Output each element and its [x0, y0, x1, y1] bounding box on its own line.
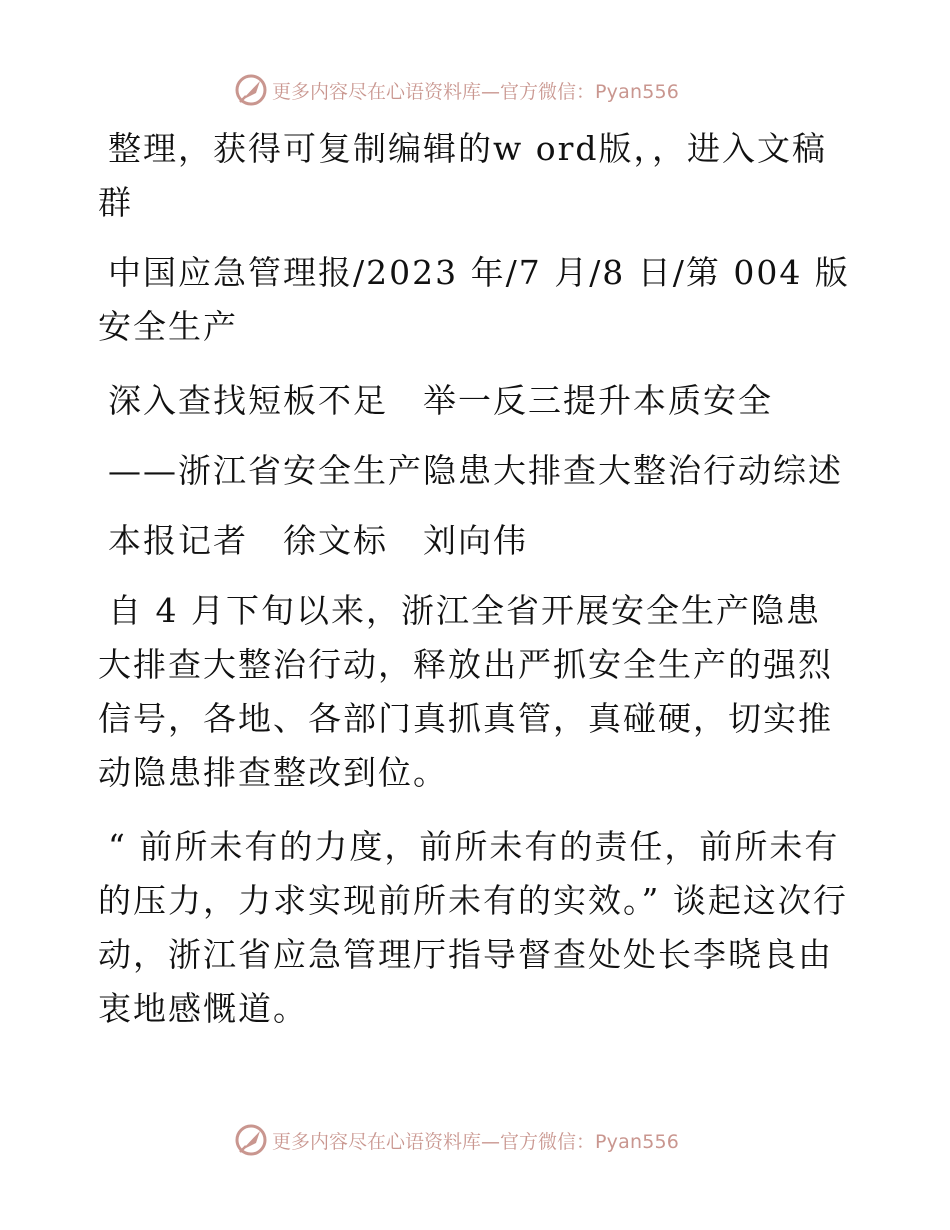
- quill-logo-icon: [234, 1123, 268, 1157]
- body-paragraph-1: 自 4 月下旬以来，浙江全省开展安全生产隐患大排查大整治行动，释放出严抓安全生产的强烈信号，各地、各部门真抓真管，真碰硬，切实推动隐患排查整改到位。: [98, 591, 833, 792]
- body-paragraph-2: “ 前所未有的力度，前所未有的责任，前所未有的压力，力求实现前所未有的实效。” 谈起这次行动，浙江省应急管理厅指导督查处处长李晓良由衷地感慨道。: [98, 827, 848, 1028]
- article-subtitle: ——浙江省安全生产隐患大排查大整治行动综述: [108, 451, 843, 490]
- watermark-wechat-id: Pyan556: [595, 80, 680, 103]
- intro-line: 整理，获得可复制编辑的w ord版，，进入文稿群: [98, 129, 828, 222]
- watermark-label: 更多内容尽在心语资料库—官方微信：: [272, 1130, 596, 1153]
- document-body: [98, 122, 850, 1056]
- watermark-label: 更多内容尽在心语资料库—官方微信：: [272, 80, 596, 103]
- source-line: 中国应急管理报/2023 年/7 月/8 日/第 004 版安全生产: [98, 253, 850, 346]
- watermark-text: [272, 1127, 679, 1154]
- footer-watermark: [234, 1122, 679, 1158]
- article-title: 深入查找短板不足 举一反三提升本质安全: [108, 381, 773, 420]
- watermark-text: [272, 77, 679, 104]
- byline: 本报记者 徐文标 刘向伟: [108, 521, 528, 560]
- watermark-wechat-id: Pyan556: [595, 1130, 680, 1153]
- quill-logo-icon: [234, 73, 268, 107]
- header-watermark: [234, 72, 679, 108]
